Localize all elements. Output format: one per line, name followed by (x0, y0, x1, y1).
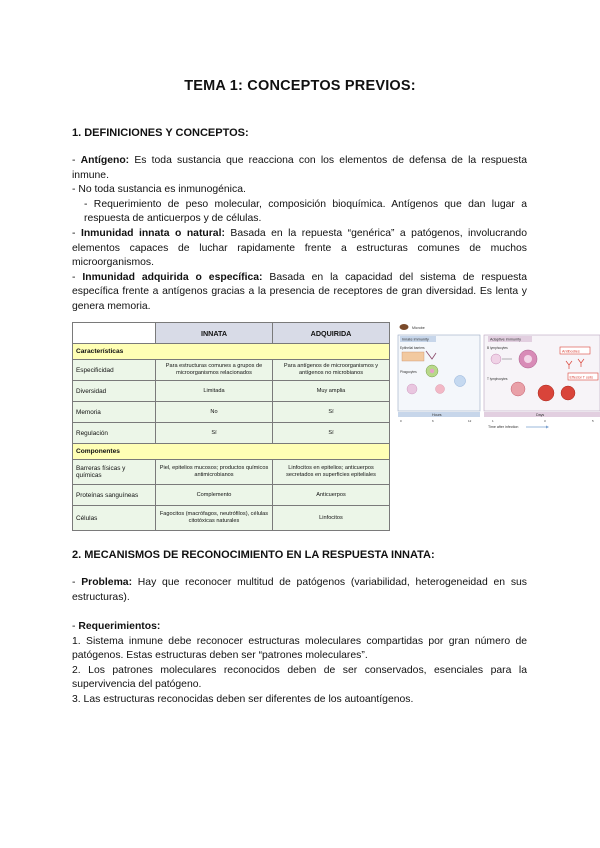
effector-t-cells-label: Effector T cells (569, 375, 594, 380)
table-row (73, 423, 390, 444)
table-row (73, 460, 390, 485)
problema-text: Hay que reconocer multitud de patógenos (variabilidad, heterogeneidad en sus estructuras). (72, 577, 527, 603)
tick-label: 0 (400, 419, 402, 423)
microbe-icon (400, 324, 409, 330)
table-cell-adquirida: Sí (273, 423, 390, 444)
nk-cell-icon (407, 384, 417, 394)
section-1-body (72, 154, 527, 315)
antigeno-label: Antígeno: (80, 155, 130, 166)
table-cell-innata: Para estructuras comunes a grupos de microorganismos relacionados (156, 360, 273, 381)
requerimiento-1: 1. Sistema inmune debe reconocer estructuras moleculares compartidas por gran número de patógenos. Estas estructuras deben ser “patrones moleculares”. (72, 635, 527, 662)
t-lymphocyte-icon (511, 382, 525, 396)
problema-line: - Problema: Hay que reconocer multitud de patógenos (variabilidad, heterogeneidad en sus estructuras). (72, 577, 527, 603)
innate-immunity-label: Innate immunity (402, 337, 429, 342)
table-header-adquirida: ADQUIRIDA (273, 323, 390, 344)
table-section-row (73, 444, 390, 460)
section-1-heading: 1. DEFINICIONES Y CONCEPTOS: (72, 127, 249, 139)
table-header-innata: INNATA (156, 323, 273, 344)
epithelium-icon (402, 352, 424, 361)
innata-text: Basada en la repuesta “genérica” a patógenos, involucrando elementos capaces de luchar rapidamente frente a estructuras comunes de muchos microorganismos. (72, 227, 527, 269)
table-cell-adquirida: Sí (273, 402, 390, 423)
table-cell-adquirida: Muy amplia (273, 381, 390, 402)
table-cell-innata: No (156, 402, 273, 423)
table-cell-innata: Sí (156, 423, 273, 444)
immunity-timeline-figure (396, 323, 600, 431)
table-row (73, 402, 390, 423)
table-row (73, 360, 390, 381)
table-cell-innata: Fagocitos (macrófagos, neutrófilos), células citotóxicas naturales (156, 506, 273, 531)
adquirida-definition: - Inmunidad adquirida o específica: Basada en la capacidad del sistema de respuesta específica frente a antígenos gracias a la presencia de receptores de gran diversidad. Es lenta y genera memoria. (72, 271, 527, 312)
table-cell-label: Diversidad (73, 381, 156, 402)
tick-label: 12 (468, 419, 472, 423)
table-section-label: Componentes (73, 444, 390, 460)
requerimientos-label: Requerimientos: (78, 621, 161, 632)
phagocyte-nucleus-icon (430, 369, 434, 373)
b-lymphocyte-icon (491, 354, 501, 364)
requerimiento-2: 2. Los patrones moleculares reconocidos deben de ser conservados, esenciales para la supervivencia del patógeno. (72, 664, 527, 691)
b-lymphocytes-label: B lymphocytes (487, 346, 508, 350)
table-cell-label: Memoria (73, 402, 156, 423)
table-header-row (73, 323, 390, 344)
hours-label: Hours (432, 413, 442, 417)
table-section-label: Características (73, 344, 390, 360)
table-cell-adquirida: Para antígenos de microorganismos y antígenos no microbianos (273, 360, 390, 381)
adquirida-label: Inmunidad adquirida o específica: (82, 271, 263, 283)
days-label: Days (536, 413, 545, 417)
phagocytes-label: Phagocytes (400, 370, 417, 374)
t-lymphocytes-label: T lymphocytes (487, 377, 508, 381)
table-cell-adquirida: Linfocitos (273, 506, 390, 531)
comparison-table (72, 322, 390, 531)
antigeno-definition: - Antígeno: Es toda sustancia que reacciona con los elementos de defensa de la respuesta inmune. (72, 155, 527, 181)
table-cell-adquirida: Anticuerpos (273, 485, 390, 506)
antibodies-label: Antibodies (562, 349, 580, 354)
antigeno-text: Es toda sustancia que reacciona con los elementos de defensa de la respuesta inmune. (72, 155, 527, 181)
dendritic-cell-icon (455, 376, 466, 387)
problema-paragraph (72, 576, 527, 605)
page-title: TEMA 1: CONCEPTOS PREVIOS: (184, 78, 416, 94)
table-header-blank (73, 323, 156, 344)
tick-label: 3 (544, 419, 546, 423)
requerimiento-3: 3. Las estructuras reconocidas deben ser diferentes de los autoantígenos. (72, 693, 414, 705)
table-cell-innata: Limitada (156, 381, 273, 402)
epithelial-barriers-label: Epithelial barriers (400, 346, 425, 350)
time-after-infection-label: Time after infection (488, 425, 519, 429)
table-cell-label: Regulación (73, 423, 156, 444)
table-row (73, 506, 390, 531)
section-2-heading: 2. MECANISMOS DE RECONOCIMIENTO EN LA RESPUESTA INNATA: (72, 549, 435, 561)
tick-label: 5 (592, 419, 594, 423)
adaptive-immunity-label: Adaptive immunity (490, 337, 522, 342)
requerimiento-line: - Requerimiento de peso molecular, composición bioquímica. Antígenos que dan lugar a respuesta de anticuerpos y de células. (84, 198, 527, 225)
table-section-row (73, 344, 390, 360)
requerimientos-paragraph (72, 620, 527, 708)
requerimientos-heading-line: - Requerimientos: (72, 621, 161, 632)
effector-t-cell-icon (538, 385, 554, 401)
microbe-label: Microbe (412, 326, 425, 330)
innata-label: Inmunidad innata o natural: (80, 227, 225, 239)
problema-label: Problema: (81, 577, 133, 588)
no-inmunogenica-line: - No toda sustancia es inmunogénica. (72, 184, 246, 196)
table-cell-label: Barreras físicas y químicas (73, 460, 156, 485)
tick-label: 1 (492, 419, 494, 423)
tick-label: 6 (432, 419, 434, 423)
complement-icon (436, 385, 445, 394)
table-cell-adquirida: Linfocitos en epitelios; anticuerpos secretados en superficies epiteliales (273, 460, 390, 485)
effector-t-cell-icon (561, 386, 575, 400)
adquirida-text: Basada en la capacidad del sistema de respuesta específica frente a antígenos gracias a la presencia de receptores de gran diversidad. Es lenta y genera memoria. (72, 271, 527, 312)
table-cell-label: Células (73, 506, 156, 531)
plasma-cell-nucleus-icon (524, 355, 532, 363)
table-cell-innata: Complemento (156, 485, 273, 506)
table-row (73, 381, 390, 402)
innata-definition: - Inmunidad innata o natural: Basada en la repuesta “genérica” a patógenos, involucrando elementos capaces de luchar rapidamente frente a estructuras comunes de muchos microorganismos. (72, 227, 527, 269)
table-cell-label: Proteínas sanguíneas (73, 485, 156, 506)
table-row (73, 485, 390, 506)
table-cell-innata: Piel, epitelios mucosos; productos químicos antimicrobianos (156, 460, 273, 485)
table-cell-label: Especificidad (73, 360, 156, 381)
